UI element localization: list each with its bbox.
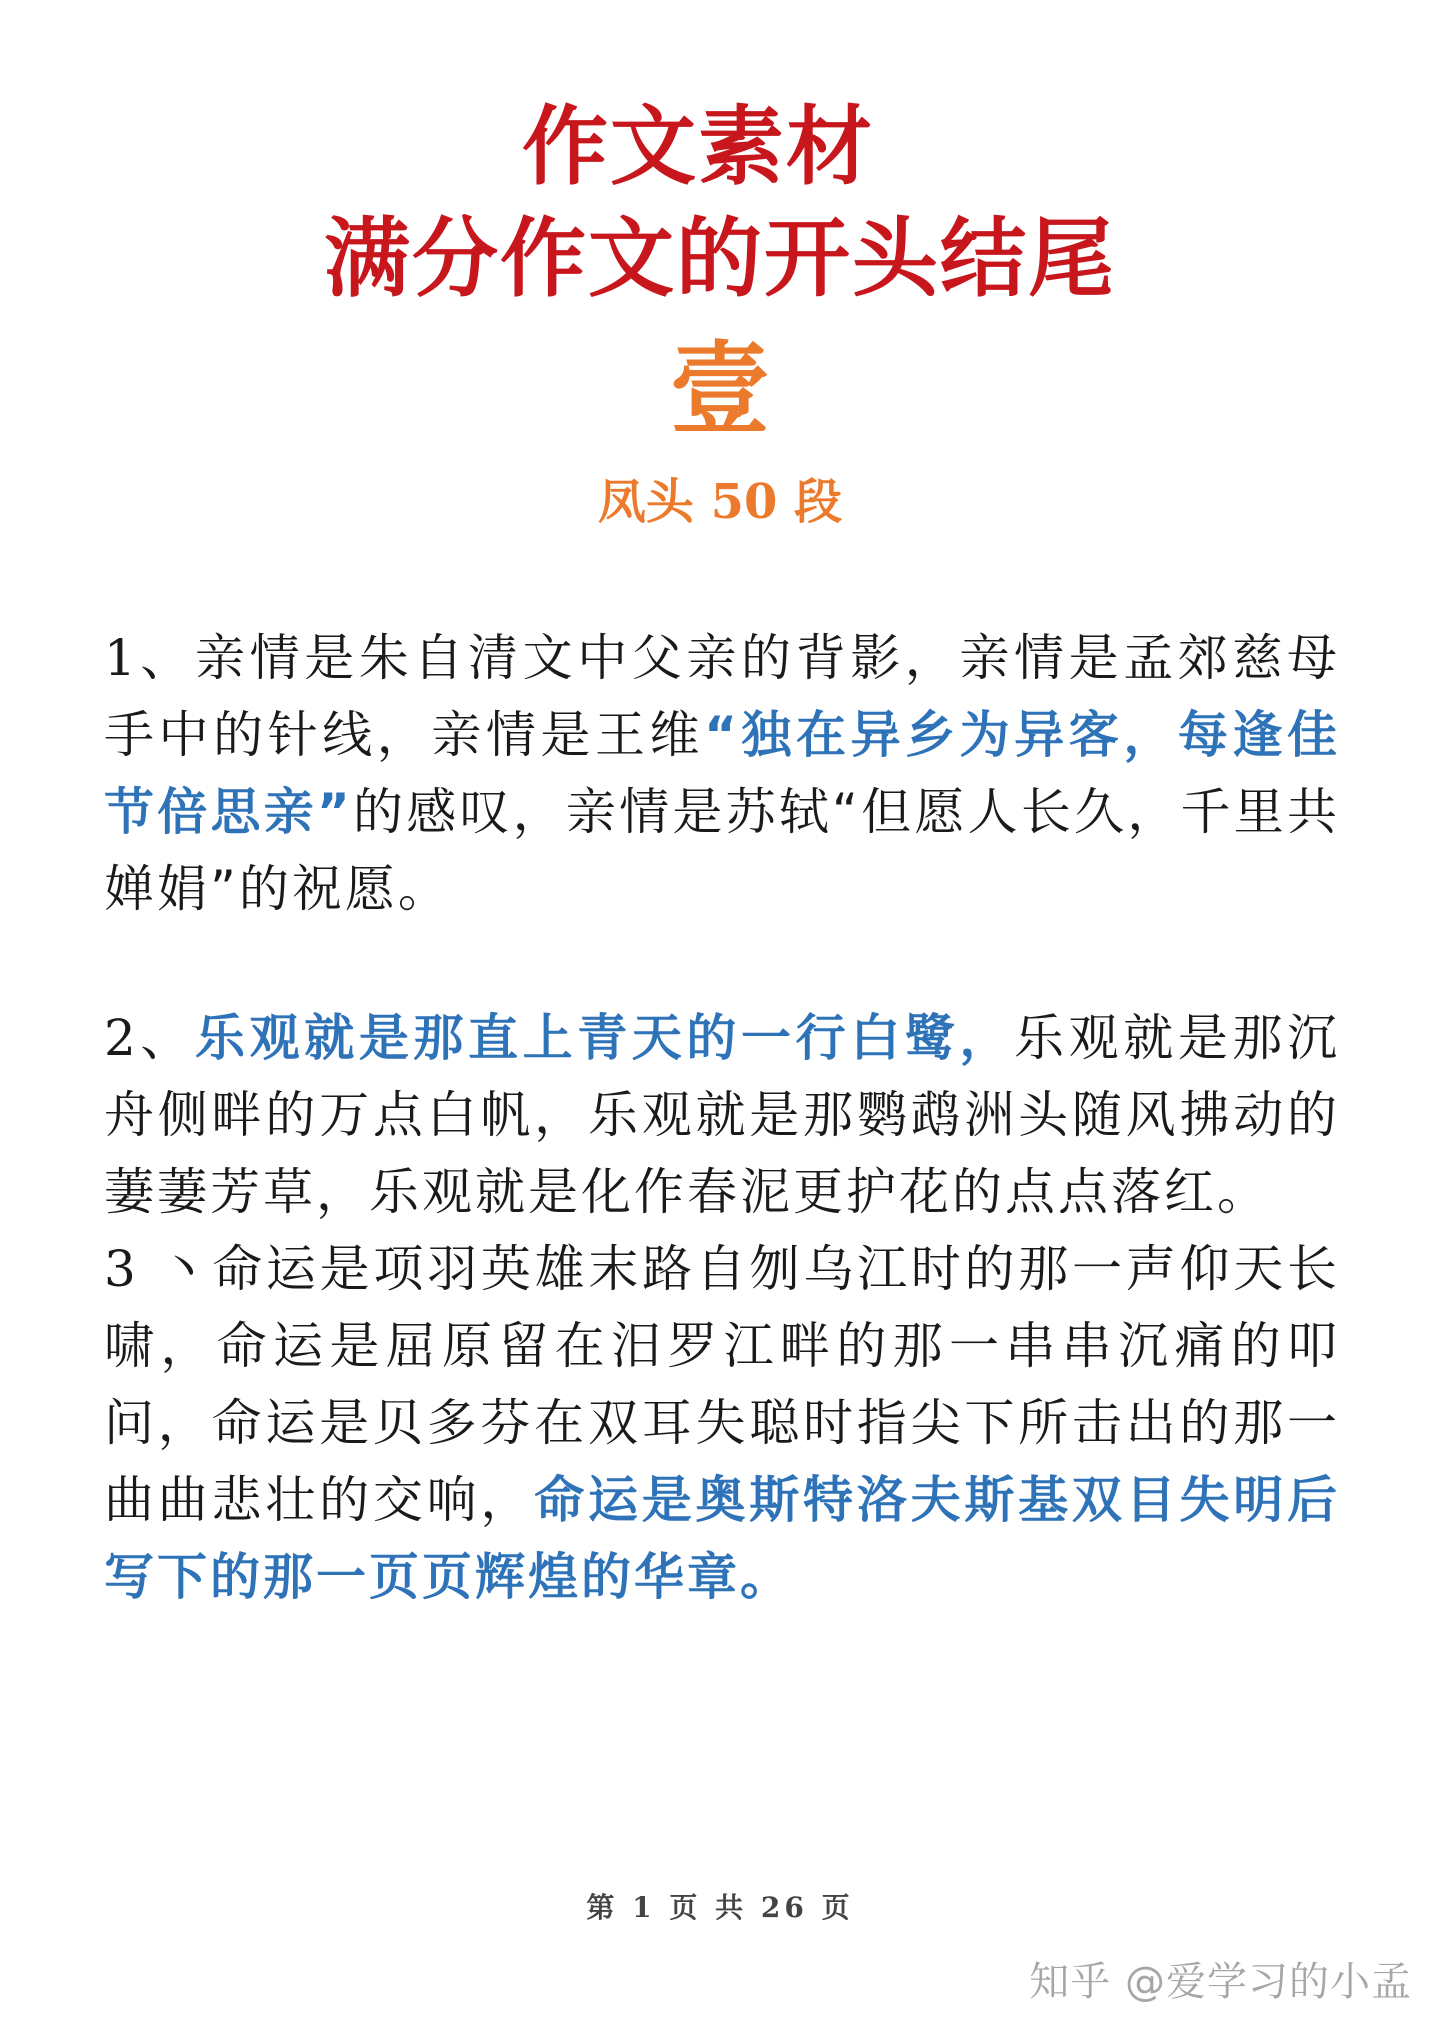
section-subtitle: 凤头 50 段 [597, 474, 843, 530]
paragraph-text: 的感叹，亲情是苏轼“但愿人长久，千里共婵娟”的祝愿。 [104, 783, 1340, 918]
paragraph-2 [104, 1000, 1340, 1231]
paragraph-spacer [104, 928, 1340, 1000]
highlighted-sentence: 乐观就是那直上青天的一行白鹭， [195, 1009, 1015, 1067]
paragraph-text: 乐观就是那沉舟侧畔的万点白帆，乐观就是那鹦鹉洲头随风拂动的萋萋芳草，乐观就是化作春泥更护花的点点落红。 [104, 1009, 1341, 1221]
title-line-2: 满分作文的开头结尾 [324, 209, 1116, 309]
highlighted-sentence: 命运是奥斯特洛夫斯基双目失明后写下的那一页页辉煌的华章。 [104, 1471, 1341, 1606]
paragraph-1 [104, 620, 1340, 928]
paragraph-number: 2、 [104, 1009, 196, 1067]
page-number: 第 1 页 共 26 页 [586, 1891, 854, 1924]
paragraph-number: 1、 [104, 629, 196, 687]
watermark: 知乎 @爱学习的小孟 [1029, 1959, 1412, 2005]
highlighted-quote: “独在异乡为异客，每逢佳节倍思亲” [104, 706, 1340, 841]
title-line-1: 作文素材 [522, 97, 874, 197]
article-body [104, 620, 1340, 1616]
paragraph-text: 亲情是朱自清文中父亲的背影，亲情是孟郊慈母手中的针线，亲情是王维 [104, 629, 1341, 764]
paragraph-number: 3 丶 [104, 1240, 213, 1298]
paragraph-3 [104, 1231, 1340, 1616]
volume-numeral: 壹 [670, 331, 770, 448]
paragraph-text: 命运是项羽英雄末路自刎乌江时的那一声仰天长啸，命运是屈原留在汨罗江畔的那一串串沉痛的叩问，命运是贝多芬在双耳失聪时指尖下所击出的那一曲曲悲壮的交响， [104, 1240, 1340, 1529]
